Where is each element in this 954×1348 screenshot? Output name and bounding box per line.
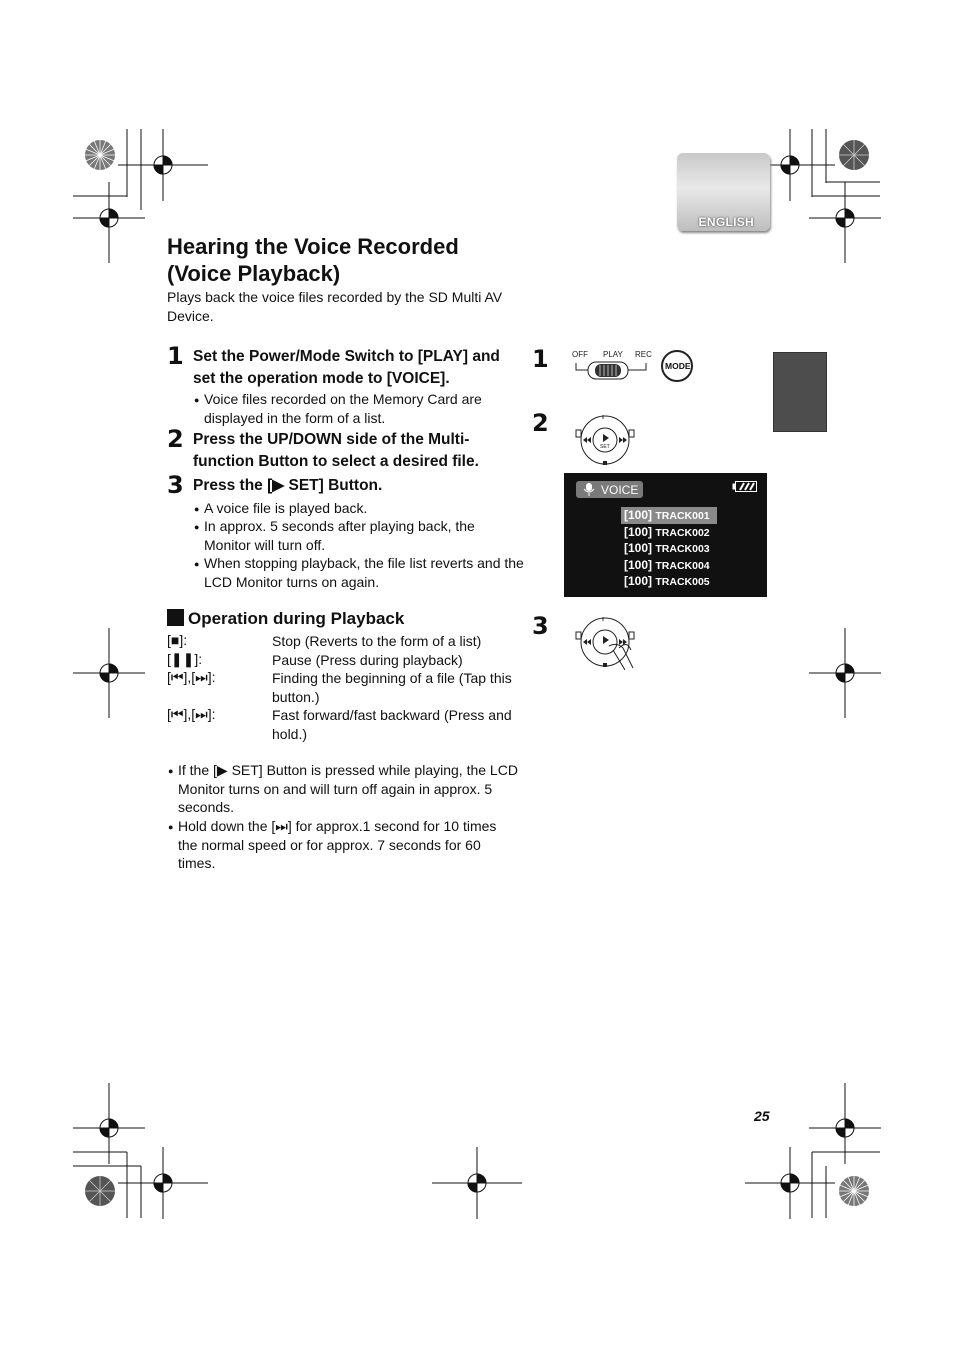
figure-1-number: 1 (532, 345, 549, 373)
op-desc-pause: Pause (Press during playback) (272, 652, 463, 668)
switch-label-rec: REC (635, 350, 652, 359)
section-square-icon (167, 609, 184, 626)
track-item[interactable]: [100] TRACK003 (624, 541, 710, 555)
page-title (167, 233, 567, 287)
track-item[interactable]: [100] TRACK005 (624, 574, 710, 588)
lcd-screen (564, 473, 767, 597)
svg-text:ll: ll (602, 617, 605, 623)
language-label: ENGLISH (698, 215, 754, 229)
op-key-stop: [■]: (167, 632, 188, 648)
mode-button: MODE (661, 350, 693, 382)
set-label: SET (600, 444, 610, 450)
op-desc-search: Fast forward/fast backward (Press and hold.) (272, 707, 512, 742)
track-item[interactable]: [100] TRACK004 (624, 557, 710, 572)
svg-text:ll: ll (602, 415, 605, 421)
multi-function-button-icon (573, 410, 638, 470)
press-set-button-icon (573, 612, 643, 677)
step-3-note-2: ● In approx. 5 seconds after playing back, the Monitor will turn off. (194, 518, 475, 553)
voice-mode-tag: VOICE (576, 481, 643, 498)
track-item[interactable]: [100] TRACK002 (624, 524, 710, 539)
step-3-number: 3 (167, 471, 184, 499)
tip-1: ● If the [▶ SET] Button is pressed while playing, the LCD Monitor turns on and will turn off again in approx. 5 seconds. (168, 762, 518, 815)
battery-icon (732, 481, 758, 493)
intro-text: Plays back the voice files recorded by the SD Multi AV Device. (167, 289, 503, 324)
switch-label-play: PLAY (603, 350, 623, 359)
op-key-search: [⏮],[⏭]: (167, 706, 216, 722)
track-list (621, 507, 717, 590)
step-1-note-1: ● Voice files recorded on the Memory Card are displayed in the form of a list. (194, 391, 482, 426)
step-1-number: 1 (167, 342, 184, 370)
op-key-pause: [❚❚]: (167, 651, 203, 667)
step-3-note-1: ● A voice file is played back. (194, 500, 368, 516)
step-3-note-3: ● When stopping playback, the file list reverts and the LCD Monitor turns on again. (194, 555, 524, 590)
tip-2: ● Hold down the [⏭] for approx.1 second for 10 times the normal speed or for approx. 7 seconds for 60 times. (168, 818, 497, 871)
step-3-text: Press the [▶ SET] Button. (193, 477, 383, 494)
page-number: 25 (754, 1108, 770, 1124)
op-desc-stop: Stop (Reverts to the form of a list) (272, 633, 482, 649)
op-key-skip: [⏮],[⏭]: (167, 669, 216, 685)
microphone-icon (582, 482, 596, 497)
title-line-1: Hearing the Voice Recorded (167, 234, 459, 259)
track-item[interactable]: [100] TRACK001 (621, 507, 717, 524)
step-2-text: Press the UP/DOWN side of the Multi-function Button to select a desired file. (193, 431, 479, 470)
operation-heading: Operation during Playback (167, 609, 404, 629)
step-2-number: 2 (167, 425, 184, 453)
power-mode-switch-figure (568, 347, 698, 387)
figure-2-number: 2 (532, 409, 549, 437)
language-tab (677, 153, 770, 231)
figure-3-number: 3 (532, 612, 549, 640)
op-desc-skip: Finding the beginning of a file (Tap this button.) (272, 670, 512, 705)
section-side-tab (773, 352, 827, 432)
switch-label-off: OFF (572, 350, 588, 359)
title-line-2: (Voice Playback) (167, 261, 341, 286)
step-1-text: Set the Power/Mode Switch to [PLAY] and set the operation mode to [VOICE]. (193, 348, 500, 387)
